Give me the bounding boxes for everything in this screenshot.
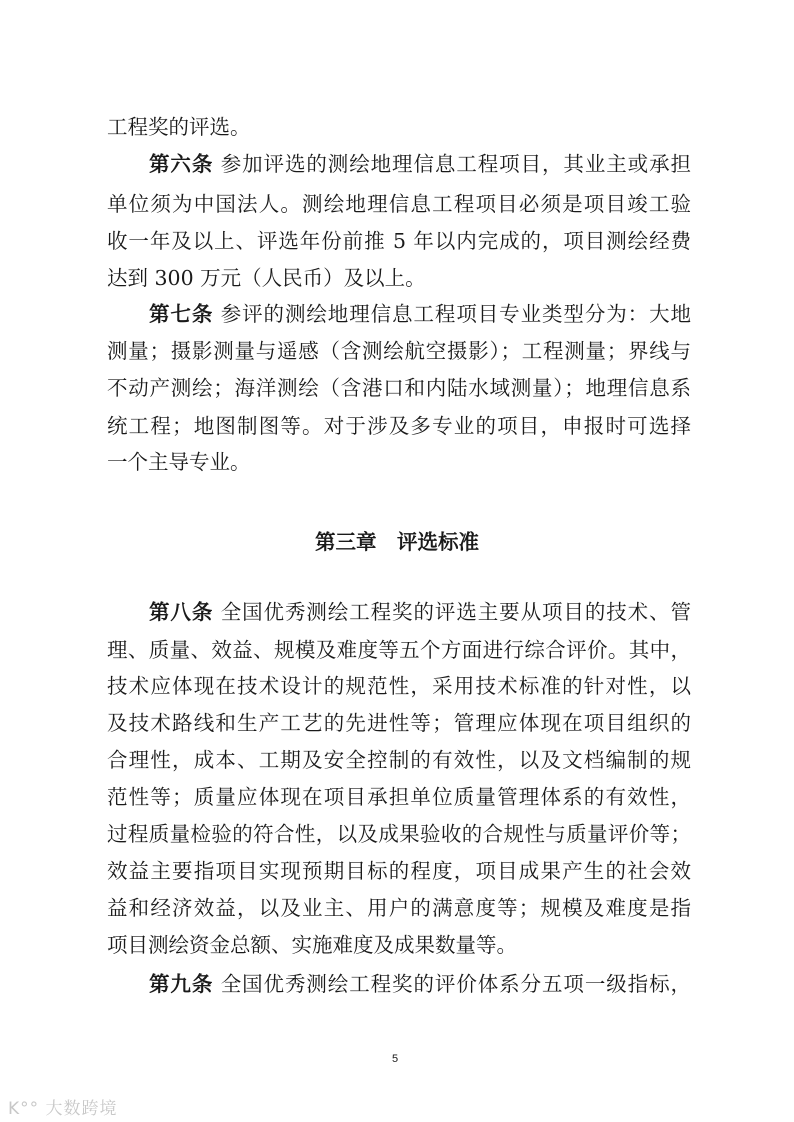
text-line <box>107 263 691 293</box>
text-line <box>107 893 691 923</box>
text-line <box>107 112 691 142</box>
line-text: 技术应体现在技术设计的规范性，采用技术标准的针对性，以 <box>107 674 691 698</box>
text-line <box>107 930 691 960</box>
line-text: 范性等；质量应体现在项目承担单位质量管理体系的有效性， <box>107 785 691 809</box>
text-line <box>107 373 691 403</box>
chapter-heading: 第三章 评选标准 <box>315 530 479 554</box>
text-line <box>149 299 691 329</box>
text-line <box>107 708 691 738</box>
line-text: 收一年及以上、评选年份前推 5 年以内完成的，项目测绘经费 <box>107 229 691 253</box>
line-text: 理、质量、效益、规模及难度等五个方面进行综合评价。其中， <box>107 638 691 662</box>
line-text: 单位须为中国法人。测绘地理信息工程项目必须是项目竣工验 <box>107 192 691 216</box>
text-line <box>107 226 691 256</box>
text-line <box>107 819 691 849</box>
line-text: 达到 300 万元（人民币）及以上。 <box>107 266 426 290</box>
line-text: 全国优秀测绘工程奖的评选主要从项目的技术、管 <box>213 600 692 624</box>
text-line <box>149 149 691 179</box>
line-text: 及技术路线和生产工艺的先进性等；管理应体现在项目组织的 <box>107 711 691 735</box>
article-label: 第八条 <box>149 600 214 624</box>
line-text: 测量；摄影测量与遥感（含测绘航空摄影）；工程测量；界线与 <box>107 339 691 363</box>
page-number: 5 <box>392 1053 399 1065</box>
line-text: 参评的测绘地理信息工程项目专业类型分为：大地 <box>213 302 692 326</box>
line-text: 参加评选的测绘地理信息工程项目，其业主或承担 <box>213 152 692 176</box>
line-text: 不动产测绘；海洋测绘（含港口和内陆水域测量）；地理信息系 <box>107 376 691 400</box>
text-line <box>107 745 691 775</box>
line-text: 过程质量检验的符合性，以及成果验收的合规性与质量评价等； <box>107 822 691 846</box>
article-label: 第七条 <box>149 302 214 326</box>
line-text: 效益主要指项目实现预期目标的程度，项目成果产生的社会效 <box>107 859 691 883</box>
line-text: 合理性，成本、工期及安全控制的有效性，以及文档编制的规 <box>107 748 691 772</box>
article-label: 第六条 <box>149 152 214 176</box>
text-line <box>107 635 691 665</box>
watermark-logo: K°° 大数跨境 <box>8 1099 118 1119</box>
line-text: 统工程；地图制图等。对于涉及多专业的项目，申报时可选择 <box>107 414 691 438</box>
line-text: 一个主导专业。 <box>107 450 251 474</box>
text-line <box>107 782 691 812</box>
article-label: 第九条 <box>149 972 214 996</box>
text-line <box>107 856 691 886</box>
text-line <box>149 597 691 627</box>
text-line <box>107 336 691 366</box>
text-line <box>107 411 691 441</box>
line-text: 益和经济效益，以及业主、用户的满意度等；规模及难度是指 <box>107 896 691 920</box>
text-line <box>107 447 691 477</box>
line-text: 全国优秀测绘工程奖的评价体系分五项一级指标， <box>213 972 692 996</box>
text-line <box>107 189 691 219</box>
line-text: 项目测绘资金总额、实施难度及成果数量等。 <box>107 933 517 957</box>
line-text: 工程奖的评选。 <box>107 115 251 139</box>
text-line <box>107 671 691 701</box>
text-line <box>149 969 691 999</box>
